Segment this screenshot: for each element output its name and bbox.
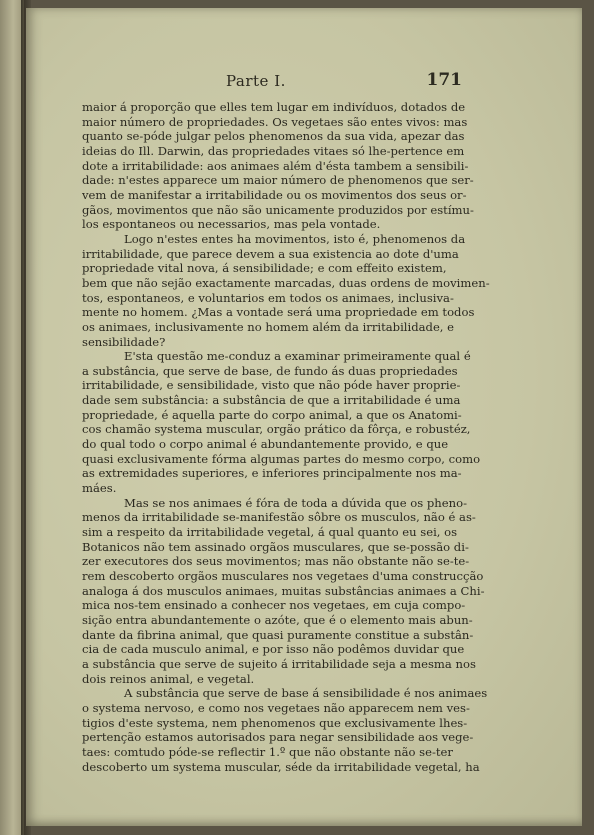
page-number: 171 (426, 70, 462, 90)
text-line: Logo n'estes entes ha movimentos, isto é, phenomenos da (124, 231, 466, 246)
text-line: máes. (82, 481, 117, 496)
text-line: E'sta questão me-conduz a examinar primeiramente qual é (124, 349, 471, 364)
text-line: dade: n'estes apparece um maior número de phenomenos que ser- (82, 173, 474, 188)
text-line: maior á proporção que elles tem lugar em indivíduos, dotados de (82, 100, 466, 114)
text-line: cia de cada musculo animal, e por isso não podêmos duvidar que (82, 642, 465, 657)
text-line: propriedade vital nova, á sensibilidade; e com effeito existem, (82, 261, 447, 276)
text-line: taes: comtudo póde-se reflectir 1.º que não obstante não se-ter (82, 744, 453, 759)
text-line: bem que não sejão exactamente marcadas, duas ordens de movimen- (82, 275, 490, 290)
text-line: dade sem substância: a substância de que a irritabilidade é uma (82, 393, 461, 408)
text-line: dote a irritabilidade: aos animaes além d'ésta tambem a sensibili- (82, 158, 469, 173)
text-line: irritabilidade, que parece devem a sua existencia ao dote d'uma (82, 246, 459, 261)
text-line: sim a respeito da irritabilidade vegetal, á qual quanto eu sei, os (82, 525, 458, 540)
book-page (26, 8, 582, 826)
text-line: descoberto um systema muscular, séde da irritabilidade vegetal, ha (82, 759, 480, 774)
paragraph (82, 232, 514, 349)
text-line: sensibilidade? (82, 334, 166, 349)
text-line: analoga á dos musculos animaes, muitas substâncias animaes a Chi- (82, 583, 485, 598)
text-line: quasi exclusivamente fórma algumas partes do mesmo corpo, como (82, 451, 481, 466)
text-line: gãos, movimentos que não são unicamente produzidos por estímu- (82, 202, 474, 217)
text-line: os animaes, inclusivamente no homem além da irritabilidade, e (82, 319, 455, 334)
text-line: a substância, que serve de base, de fundo ás duas propriedades (82, 363, 458, 378)
text-line: menos da irritabilidade se-manifestão sôbre os musculos, não é as- (82, 510, 476, 525)
text-line: A substância que serve de base á sensibilidade é nos animaes (124, 686, 488, 701)
paragraph (82, 349, 514, 496)
text-line: vem de manifestar a irritabilidade ou os movimentos dos seus or- (82, 187, 467, 202)
text-line: Botanicos não tem assinado orgãos musculares, que se-possão di- (82, 539, 469, 554)
text-line: dois reinos animal, e vegetal. (82, 671, 255, 686)
text-line: as extremidades superiores, e inferiores principalmente nos ma- (82, 466, 462, 481)
text-line: tos, espontaneos, e voluntarios em todos os animaes, inclusiva- (82, 290, 454, 305)
text-line: rem descoberto orgãos musculares nos vegetaes d'uma construcção (82, 569, 484, 583)
text-line: dante da fibrina animal, que quasi puramente constitue a substân- (82, 627, 474, 642)
text-line: sição entra abundantemente o azóte, que é o elemento mais abun- (82, 612, 473, 627)
text-line: maior número de propriedades. Os vegetaes são entes vivos: mas (82, 114, 468, 129)
text-line: a substância que serve de sujeito á irritabilidade seja a mesma nos (82, 656, 476, 671)
paragraph (82, 496, 514, 687)
paragraph (82, 686, 514, 774)
text-line: quanto se-póde julgar pelos phenomenos da sua vida, apezar das (82, 129, 465, 144)
paragraph (82, 100, 514, 232)
text-line: Mas se nos animaes é fóra de toda a dúvida que os pheno- (124, 495, 467, 510)
text-line: o systema nervoso, e como nos vegetaes não apparecem nem ves- (82, 700, 470, 715)
text-line: tigios d'este systema, nem phenomenos que exclusivamente lhes- (82, 715, 468, 730)
text-line: mente no homem. ¿Mas a vontade será uma propriedade em todos (82, 305, 475, 320)
text-line: do qual todo o corpo animal é abundantemente provido, e que (82, 437, 449, 452)
running-title: Parte I. (226, 72, 286, 90)
text-line: mica nos-tem ensinado a conhecer nos vegetaes, em cuja compo- (82, 598, 466, 613)
text-line: irritabilidade, e sensibilidade, visto que não póde haver proprie- (82, 378, 461, 393)
text-line: los espontaneos ou necessarios, mas pela vontade. (82, 217, 381, 232)
text-line: propriedade, é aquella parte do corpo animal, a que os Anatomi- (82, 407, 462, 422)
text-line: cos chamão systema muscular, orgão prático da fôrça, e robustéz, (82, 422, 471, 437)
text-line: ideias do Ill. Darwin, das propriedades vitaes só lhe-pertence em (82, 143, 465, 158)
page-header (26, 72, 582, 94)
text-line: zer executores dos seus movimentos; mas não obstante não se-te- (82, 554, 470, 569)
text-line: pertenção estamos autorisados para negar sensibilidade aos vege- (82, 730, 474, 745)
body-text (82, 100, 514, 774)
